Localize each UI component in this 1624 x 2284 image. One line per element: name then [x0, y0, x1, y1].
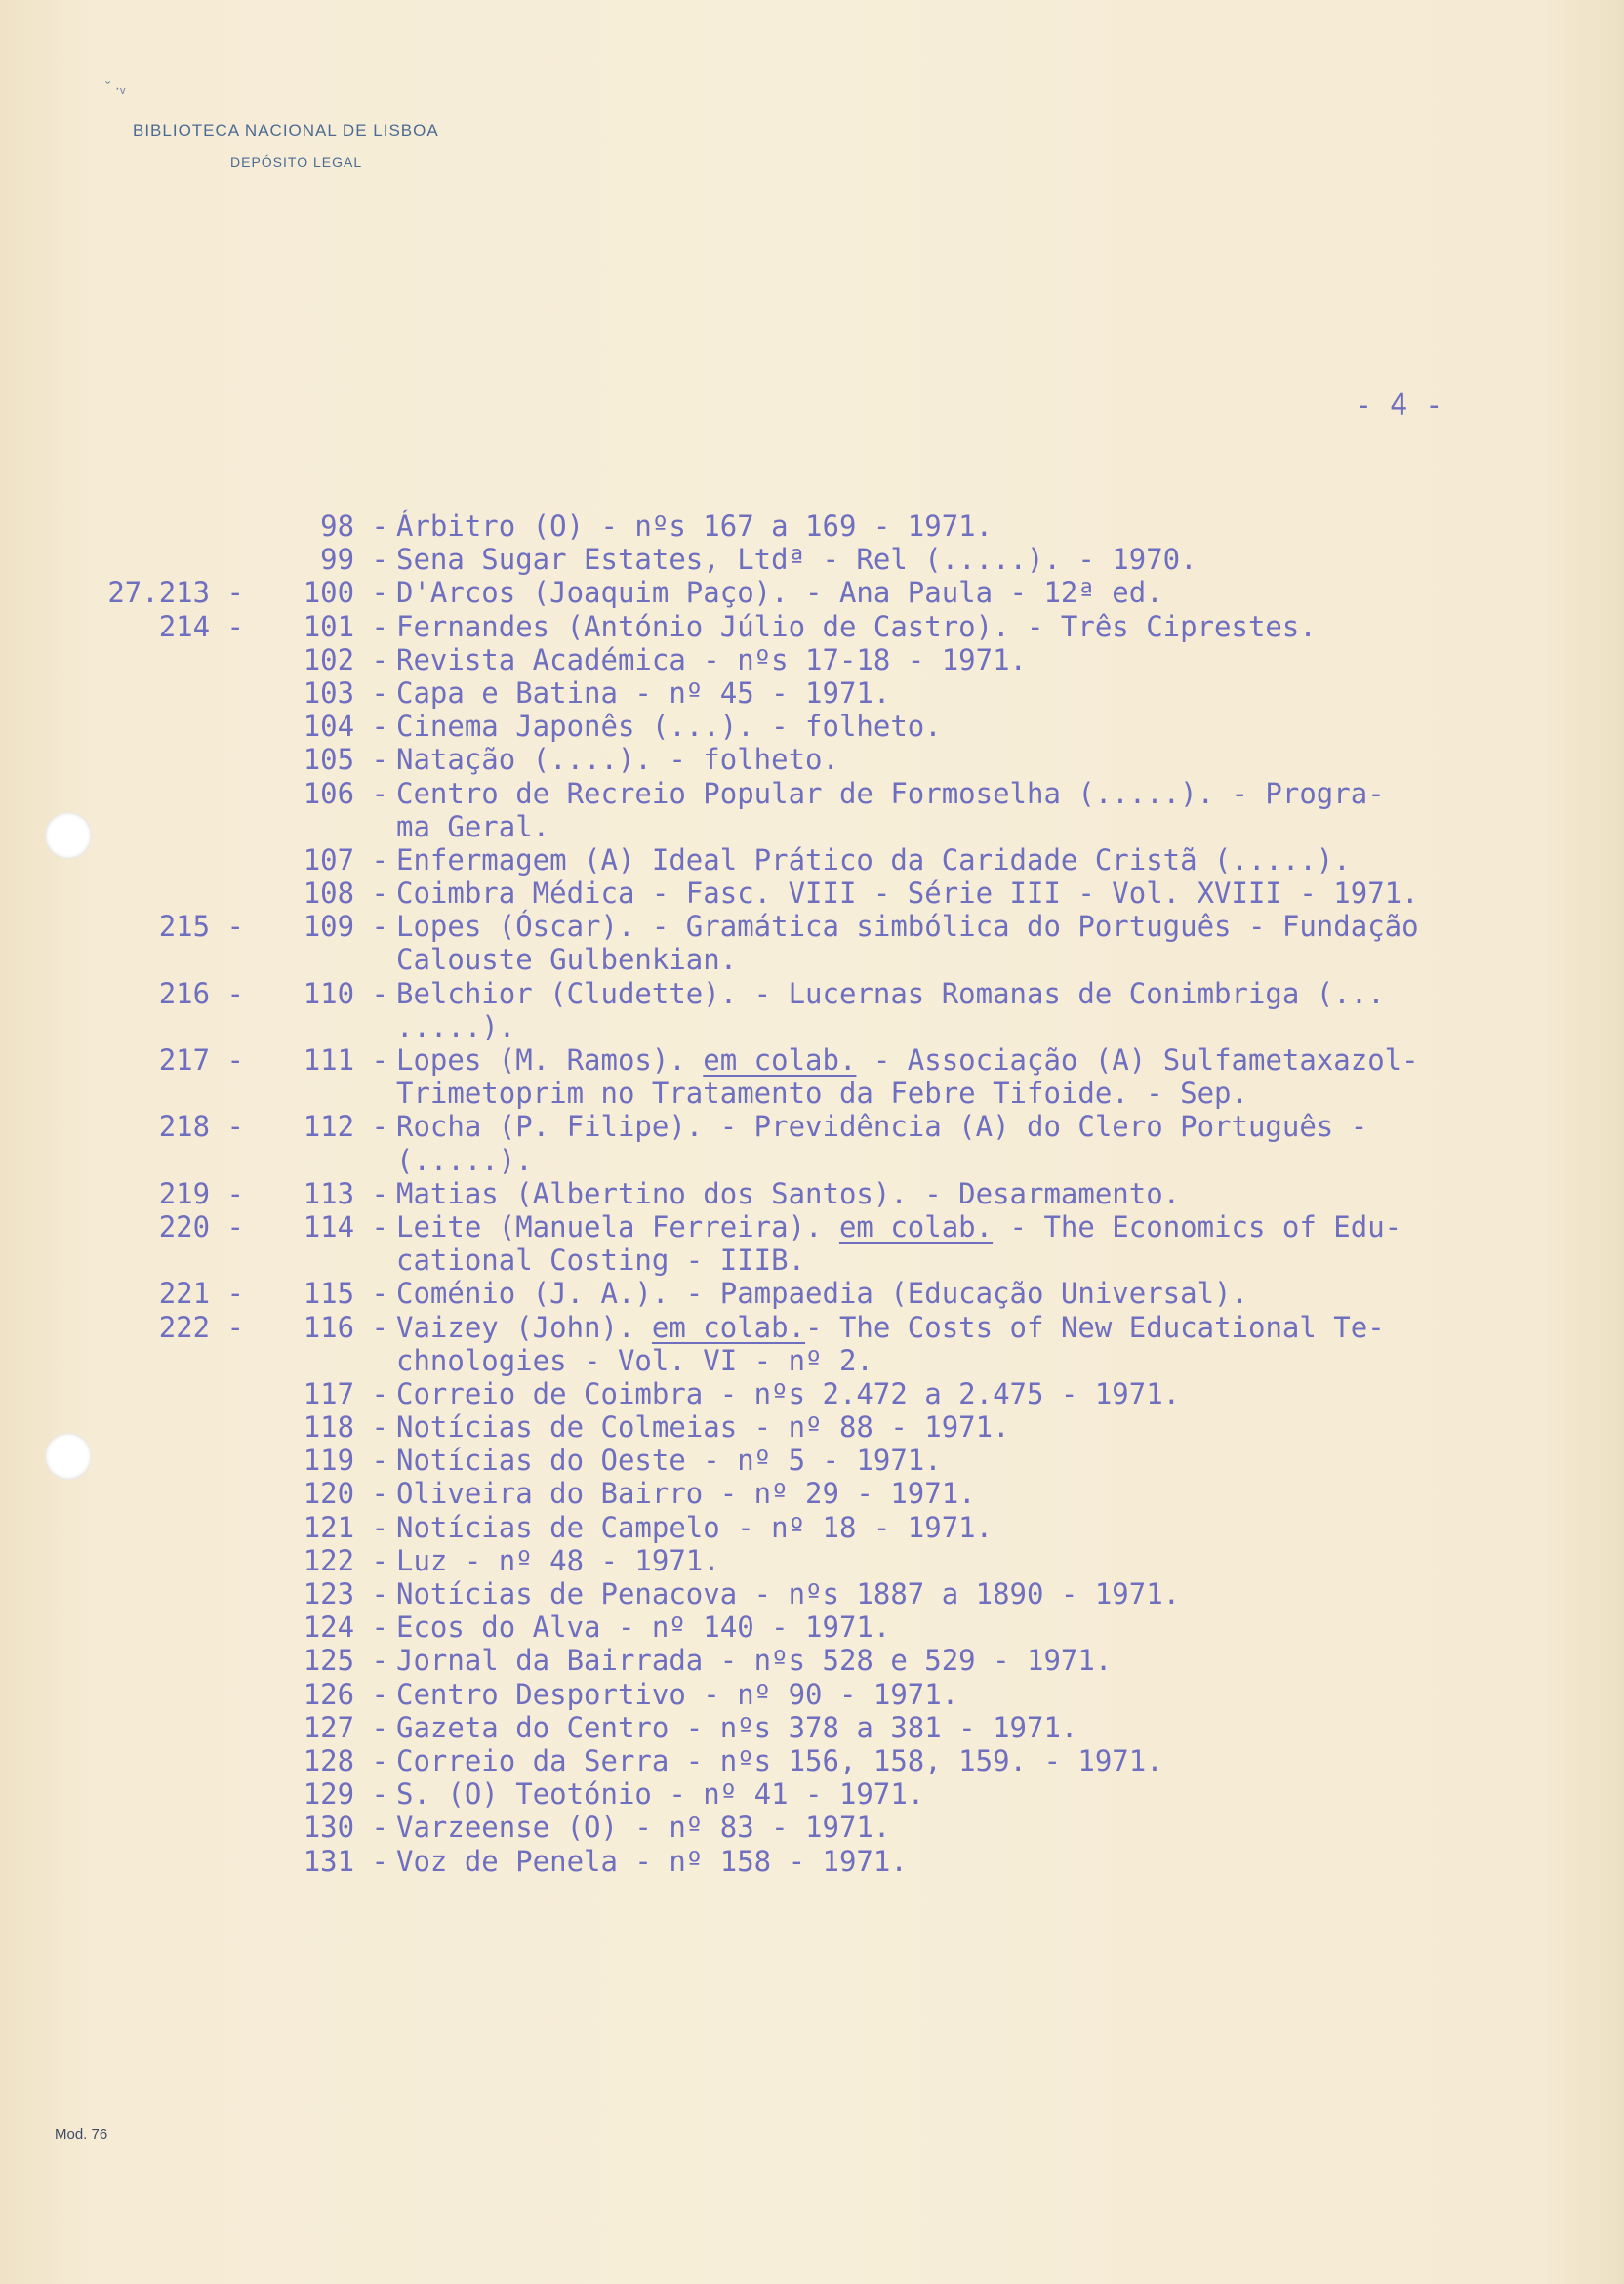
entry-number: 102 - — [303, 642, 388, 676]
entry-text: Árbitro (O) - nºs 167 a 169 - 1971. — [396, 510, 994, 543]
library-stamp — [133, 121, 439, 170]
entry-text-part: Lopes (M. Ramos). — [396, 1043, 704, 1077]
entry-text-part: - The Costs of New Educational Te- — [805, 1310, 1385, 1344]
entry-text: Centro Desportivo - nº 90 - 1971. — [396, 1677, 959, 1711]
list-item — [0, 1511, 1624, 1544]
entry-number: 105 - — [303, 743, 388, 777]
entry-text: Calouste Gulbenkian. — [396, 943, 738, 977]
entry-number: 112 - — [303, 1110, 388, 1144]
entry-text — [396, 1311, 1385, 1344]
entry-text: Coimbra Médica - Fasc. VIII - Série III - Vol. XVIII - 1971. — [396, 877, 1419, 911]
entry-text: Enfermagem (A) Ideal Prático da Caridade Cristã (.....). — [396, 842, 1351, 877]
entry-number: 117 - — [303, 1376, 388, 1410]
entry-number: 121 - — [303, 1510, 388, 1544]
entry-text: Matias (Albertino dos Santos). - Desarmamento. — [396, 1176, 1181, 1210]
entry-text: Trimetoprim no Tratamento da Febre Tifoide. - Sep. — [396, 1077, 1248, 1111]
form-number: Mod. 76 — [55, 2126, 108, 2142]
list-item — [0, 1678, 1624, 1711]
entry-number: 125 - — [303, 1644, 388, 1678]
underlined-note: em colab. — [838, 1209, 994, 1244]
entry-number: 116 - — [303, 1310, 388, 1344]
entry-text: Notícias de Colmeias - nº 88 - 1971. — [396, 1410, 1010, 1445]
list-item — [0, 610, 1624, 643]
accession-number: 218 - — [158, 1110, 244, 1144]
accession-number: 220 - — [158, 1209, 244, 1244]
entry-text-part: Vaizey (John). — [396, 1310, 652, 1344]
list-item — [0, 1077, 1624, 1110]
list-item — [0, 943, 1624, 976]
list-item — [0, 810, 1624, 843]
entry-number: 101 - — [303, 609, 388, 643]
list-item — [0, 1311, 1624, 1344]
list-item — [0, 510, 1624, 543]
entry-number: 98 - — [320, 510, 388, 543]
list-item — [0, 676, 1624, 710]
entry-number: 124 - — [303, 1611, 388, 1645]
list-item — [0, 1377, 1624, 1410]
list-item — [0, 777, 1624, 810]
entry-number: 113 - — [303, 1176, 388, 1210]
list-item — [0, 1644, 1624, 1677]
list-item — [0, 910, 1624, 943]
entry-text: Belchior (Cludette). - Lucernas Romanas de Conimbriga (... — [396, 976, 1385, 1010]
entry-number: 130 - — [303, 1811, 388, 1845]
entry-number: 99 - — [320, 543, 388, 577]
entry-number: 109 - — [303, 910, 388, 944]
list-item — [0, 643, 1624, 676]
entry-number: 115 - — [303, 1277, 388, 1311]
underlined-note: em colab. — [703, 1043, 857, 1077]
list-item — [0, 1811, 1624, 1844]
entry-text: Notícias de Penacova - nºs 1887 a 1890 - 1971. — [396, 1577, 1181, 1611]
entry-text-part: - The Economics of Edu- — [993, 1209, 1402, 1244]
list-item — [0, 1544, 1624, 1577]
entry-text: .....). — [396, 1009, 516, 1043]
list-item — [0, 1477, 1624, 1510]
entry-text: Varzeense (O) - nº 83 - 1971. — [396, 1811, 891, 1845]
list-item — [0, 1010, 1624, 1043]
entry-text: Notícias de Campelo - nº 18 - 1971. — [396, 1510, 994, 1544]
entry-text: cational Costing - IIIB. — [396, 1244, 806, 1278]
stamp-line-1: BIBLIOTECA NACIONAL DE LISBOA — [133, 121, 439, 140]
entry-text: Luz - nº 48 - 1971. — [396, 1543, 720, 1577]
entry-number: 100 - — [303, 576, 388, 610]
entry-number: 111 - — [303, 1043, 388, 1077]
accession-number: 215 - — [158, 910, 244, 944]
list-item — [0, 1444, 1624, 1477]
list-item — [0, 1577, 1624, 1611]
list-item — [0, 843, 1624, 877]
list-item — [0, 1210, 1624, 1244]
entry-number: 120 - — [303, 1477, 388, 1511]
accession-number: 217 - — [158, 1043, 244, 1077]
entry-text: Revista Académica - nºs 17-18 - 1971. — [396, 642, 1028, 676]
list-item — [0, 743, 1624, 776]
entry-text: Correio de Coimbra - nºs 2.472 a 2.475 - 1971. — [396, 1376, 1181, 1410]
entry-text: (.....). — [396, 1143, 533, 1177]
entry-number: 127 - — [303, 1710, 388, 1744]
entry-text-part: - Associação (A) Sulfametaxazol- — [856, 1043, 1419, 1077]
accession-number: 216 - — [158, 976, 244, 1010]
entry-number: 119 - — [303, 1444, 388, 1478]
entry-number: 110 - — [303, 976, 388, 1010]
accession-number: 214 - — [158, 609, 244, 643]
entry-text — [396, 1043, 1419, 1077]
entry-number: 107 - — [303, 842, 388, 877]
list-item — [0, 543, 1624, 576]
entry-text: Voz de Penela - nº 158 - 1971. — [396, 1844, 908, 1878]
entry-text: Gazeta do Centro - nºs 378 a 381 - 1971. — [396, 1710, 1078, 1744]
list-item — [0, 1777, 1624, 1811]
list-item — [0, 1845, 1624, 1878]
entry-number: 103 - — [303, 675, 388, 710]
entry-text: Lopes (Óscar). - Gramática simbólica do Português - Fundação — [396, 910, 1419, 944]
list-item — [0, 1177, 1624, 1210]
entry-text: Oliveira do Bairro - nº 29 - 1971. — [396, 1477, 976, 1511]
entry-text: Ecos do Alva - nº 140 - 1971. — [396, 1611, 891, 1645]
entry-text: Capa e Batina - nº 45 - 1971. — [396, 675, 891, 710]
list-item — [0, 1144, 1624, 1177]
list-item — [0, 1611, 1624, 1644]
accession-number: 27.213 - — [107, 576, 244, 610]
entry-text: ma Geral. — [396, 809, 550, 843]
list-item — [0, 710, 1624, 743]
entry-number: 114 - — [303, 1209, 388, 1244]
entry-number: 122 - — [303, 1543, 388, 1577]
entry-text — [396, 1210, 1401, 1244]
entry-text-part: Leite (Manuela Ferreira). — [396, 1209, 839, 1244]
list-item — [0, 1277, 1624, 1310]
entry-text: Fernandes (António Júlio de Castro). - Três Ciprestes. — [396, 609, 1317, 643]
entry-number: 108 - — [303, 877, 388, 911]
list-item — [0, 1344, 1624, 1377]
entry-number: 128 - — [303, 1743, 388, 1777]
entry-text: S. (O) Teotónio - nº 41 - 1971. — [396, 1777, 925, 1812]
entry-number: 104 - — [303, 710, 388, 744]
entry-number: 123 - — [303, 1577, 388, 1611]
accession-number: 221 - — [158, 1277, 244, 1311]
entry-text: Cinema Japonês (...). - folheto. — [396, 710, 942, 744]
entry-list — [0, 510, 1624, 1878]
page-number: - 4 - — [1355, 388, 1443, 423]
stamp-mark: ˇ ·ᵥ — [105, 80, 126, 97]
entry-number: 126 - — [303, 1677, 388, 1711]
list-item — [0, 1244, 1624, 1277]
entry-text: Correio da Serra - nºs 156, 158, 159. - 1971. — [396, 1743, 1163, 1777]
entry-text: chnologies - Vol. VI - nº 2. — [396, 1343, 873, 1377]
entry-number: 131 - — [303, 1844, 388, 1878]
list-item — [0, 576, 1624, 609]
entry-text: Natação (....). - folheto. — [396, 743, 839, 777]
accession-number: 222 - — [158, 1310, 244, 1344]
accession-number: 219 - — [158, 1176, 244, 1210]
entry-text: Rocha (P. Filipe). - Previdência (A) do Clero Português - — [396, 1110, 1368, 1144]
entry-text: Notícias do Oeste - nº 5 - 1971. — [396, 1444, 942, 1478]
entry-text: D'Arcos (Joaquim Paço). - Ana Paula - 12ª ed. — [396, 576, 1163, 610]
entry-text: Sena Sugar Estates, Ltdª - Rel (.....). - 1970. — [396, 543, 1198, 577]
list-item — [0, 977, 1624, 1010]
entry-number: 118 - — [303, 1410, 388, 1445]
list-item — [0, 877, 1624, 910]
list-item — [0, 1711, 1624, 1744]
stamp-line-2: DEPÓSITO LEGAL — [230, 154, 363, 170]
list-item — [0, 1410, 1624, 1444]
entry-number: 106 - — [303, 776, 388, 810]
entry-text: Jornal da Bairrada - nºs 528 e 529 - 1971. — [396, 1644, 1113, 1678]
entry-number: 129 - — [303, 1777, 388, 1812]
list-item — [0, 1744, 1624, 1777]
list-item — [0, 1110, 1624, 1143]
underlined-note: em colab. — [651, 1310, 806, 1344]
entry-text: Centro de Recreio Popular de Formoselha (.....). - Progra- — [396, 776, 1385, 810]
list-item — [0, 1043, 1624, 1077]
entry-text: Coménio (J. A.). - Pampaedia (Educação Universal). — [396, 1277, 1248, 1311]
